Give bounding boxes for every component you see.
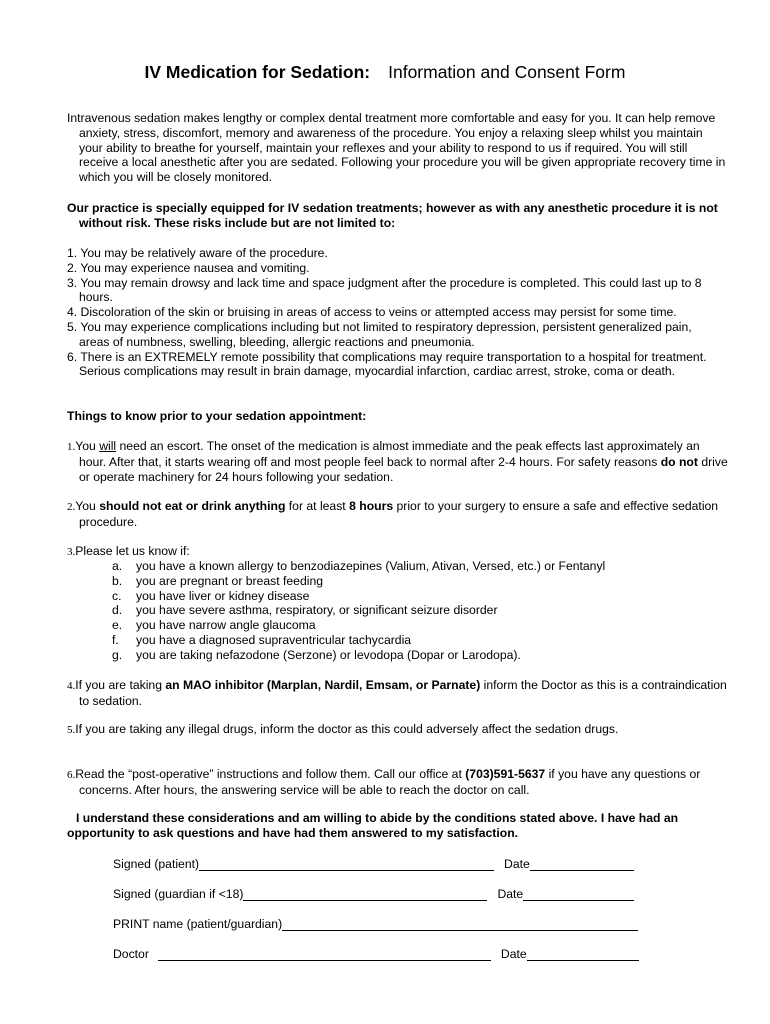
item-number: 2. (67, 501, 76, 513)
page-title (0, 62, 770, 83)
item-emphasis: 8 hours (349, 499, 394, 513)
guardian-signature-row (113, 885, 634, 901)
guardian-signature-label: Signed (guardian if <18) (113, 887, 244, 901)
sublist-text: you have narrow angle glaucoma (136, 618, 316, 633)
item-number: 6. (67, 769, 76, 781)
sublist-letter: a. (112, 559, 123, 573)
sublist-letter: b. (112, 573, 123, 588)
sublist-text: you are pregnant or breast feeding (136, 573, 324, 588)
risk-item: 6. There is an EXTREMELY remote possibility that complications may require transportation to a hospital for treatment. Serious complications may result in brain damage, myocardial infarction, cardiac arrest, stroke, coma or death. (67, 349, 707, 379)
print-name-field[interactable] (282, 917, 638, 931)
risk-item: 3. You may remain drowsy and lack time and space judgment after the procedure is completed. This could last up to 8 hours. (67, 275, 702, 305)
office-phone: (703)591-5637 (465, 767, 546, 781)
doctor-date-field[interactable] (527, 947, 639, 961)
instruction-item-5 (67, 722, 729, 738)
things-heading: Things to know prior to your sedation appointment: (67, 409, 367, 423)
patient-signature-field[interactable] (199, 857, 494, 871)
sublist-text: you have a known allergy to benzodiazepines (Valium, Ativan, Versed, etc.) or Fentanyl (136, 559, 606, 573)
sublist-text: you are taking nefazodone (Serzone) or levodopa (Dopar or Larodopa). (136, 647, 521, 662)
sublist-letter: c. (112, 588, 122, 603)
item-text: drive or operate machinery for 24 hours following your sedation. (79, 454, 728, 484)
patient-date-field[interactable] (530, 857, 634, 871)
item-text: If you are taking any illegal drugs, inform the doctor as this could adversely affect the sedation drugs. (75, 722, 619, 736)
sublist-item (112, 574, 712, 589)
risk-item: 5. You may experience complications including but not limited to respiratory depression, persistent generalized pain, areas of numbness, swelling, bleeding, allergic reactions and pneumonia. (67, 319, 692, 349)
sublist-item (112, 589, 712, 604)
item-number: 1. (67, 441, 76, 453)
sublist-letter: d. (112, 603, 123, 618)
patient-signature-label: Signed (patient) (113, 857, 200, 871)
doctor-signature-row (113, 945, 639, 961)
item-text: for at least (285, 499, 350, 513)
item-text: You (75, 439, 100, 453)
sublist-text: you have liver or kidney disease (136, 588, 310, 603)
item-text: if you have any questions or concerns. After hours, the answering service will be able to reach the doctor on call. (79, 767, 701, 797)
item-text: prior to your surgery to ensure a safe and effective sedation procedure. (79, 499, 719, 529)
instruction-item-3 (67, 544, 729, 560)
item-number: 4. (67, 680, 76, 692)
patient-signature-row (113, 855, 634, 871)
sublist-item (112, 648, 712, 663)
sublist-text: you have severe asthma, respiratory, or significant seizure disorder (136, 603, 498, 618)
patient-date-label: Date (504, 857, 530, 871)
sublist-item (112, 618, 712, 633)
print-name-row (113, 915, 638, 931)
item-number: 5. (67, 724, 76, 736)
item-emphasis: an MAO inhibitor (Marplan, Nardil, Emsam, or Parnate) (165, 678, 481, 692)
instruction-item-4 (67, 678, 729, 709)
doctor-date-label: Date (500, 947, 527, 961)
intro-paragraph: Intravenous sedation makes lengthy or complex dental treatment more comfortable and easy for you. It can help remove anxiety, stress, discomfort, memory and awareness of the procedure. You enjoy a relaxing sleep whilst you maintain your ability to breathe for yourself, maintain your reflexes and your ability to respond to us if required. You will still receive a local anesthetic after you are sedated. Following your procedure you will be given appropriate recovery time in which you will be closely monitored. (67, 111, 726, 185)
risk-item: 1. You may be relatively aware of the procedure. (67, 246, 328, 260)
guardian-date-label: Date (497, 887, 524, 901)
allergy-sublist (112, 559, 712, 663)
instruction-item-1 (67, 439, 729, 484)
guardian-signature-field[interactable] (243, 887, 487, 901)
sublist-letter: g. (112, 647, 123, 662)
item-text: Read the “post-operative” instructions and follow them. Call our office at (75, 767, 466, 781)
item-emphasis: should not eat or drink anything (99, 499, 286, 513)
item-text: Please let us know if: (75, 544, 190, 558)
item-emphasis: do not (660, 454, 698, 469)
item-text: If you are taking (75, 678, 166, 692)
item-emphasis: will (99, 439, 117, 453)
sublist-letter: e. (112, 618, 123, 633)
risk-item: 4. Discoloration of the skin or bruising in areas of access to veins or attempted access may persist for some time. (67, 305, 677, 320)
title-subtitle: Information and Consent Form (388, 62, 626, 82)
item-text: need an escort. The onset of the medication is almost immediate and the peak effects last approximately an hour. After that, it starts wearing off and most people feel back to normal after 2-4 hours. For safety reasons (79, 439, 700, 469)
instruction-item-2 (67, 499, 729, 530)
sublist-item (112, 603, 712, 618)
sublist-item (112, 559, 712, 574)
sublist-text: you have a diagnosed supraventricular tachycardia (136, 632, 412, 647)
sublist-item (112, 633, 712, 648)
sublist-letter: f. (112, 632, 119, 647)
item-text: inform the Doctor as this is a contraindication to sedation. (79, 678, 727, 708)
item-text: You (75, 499, 100, 513)
title-bold: IV Medication for Sedation: (144, 62, 371, 82)
doctor-signature-field[interactable] (158, 947, 491, 961)
consent-statement: I understand these considerations and am willing to abide by the conditions stated above. I have had an opportunity to ask questions and have had them answered to my satisfaction. (67, 811, 679, 840)
item-number: 3. (67, 546, 76, 558)
risks-list (67, 246, 717, 379)
instruction-item-6 (67, 767, 729, 798)
doctor-signature-label: Doctor (113, 947, 149, 961)
risks-heading: Our practice is specially equipped for IV sedation treatments; however as with any anesthetic procedure it is not without risk. These risks include but are not limited to: (67, 201, 718, 230)
guardian-date-field[interactable] (523, 887, 634, 901)
print-name-label: PRINT name (patient/guardian) (113, 917, 283, 931)
risk-item: 2. You may experience nausea and vomiting. (67, 260, 310, 275)
